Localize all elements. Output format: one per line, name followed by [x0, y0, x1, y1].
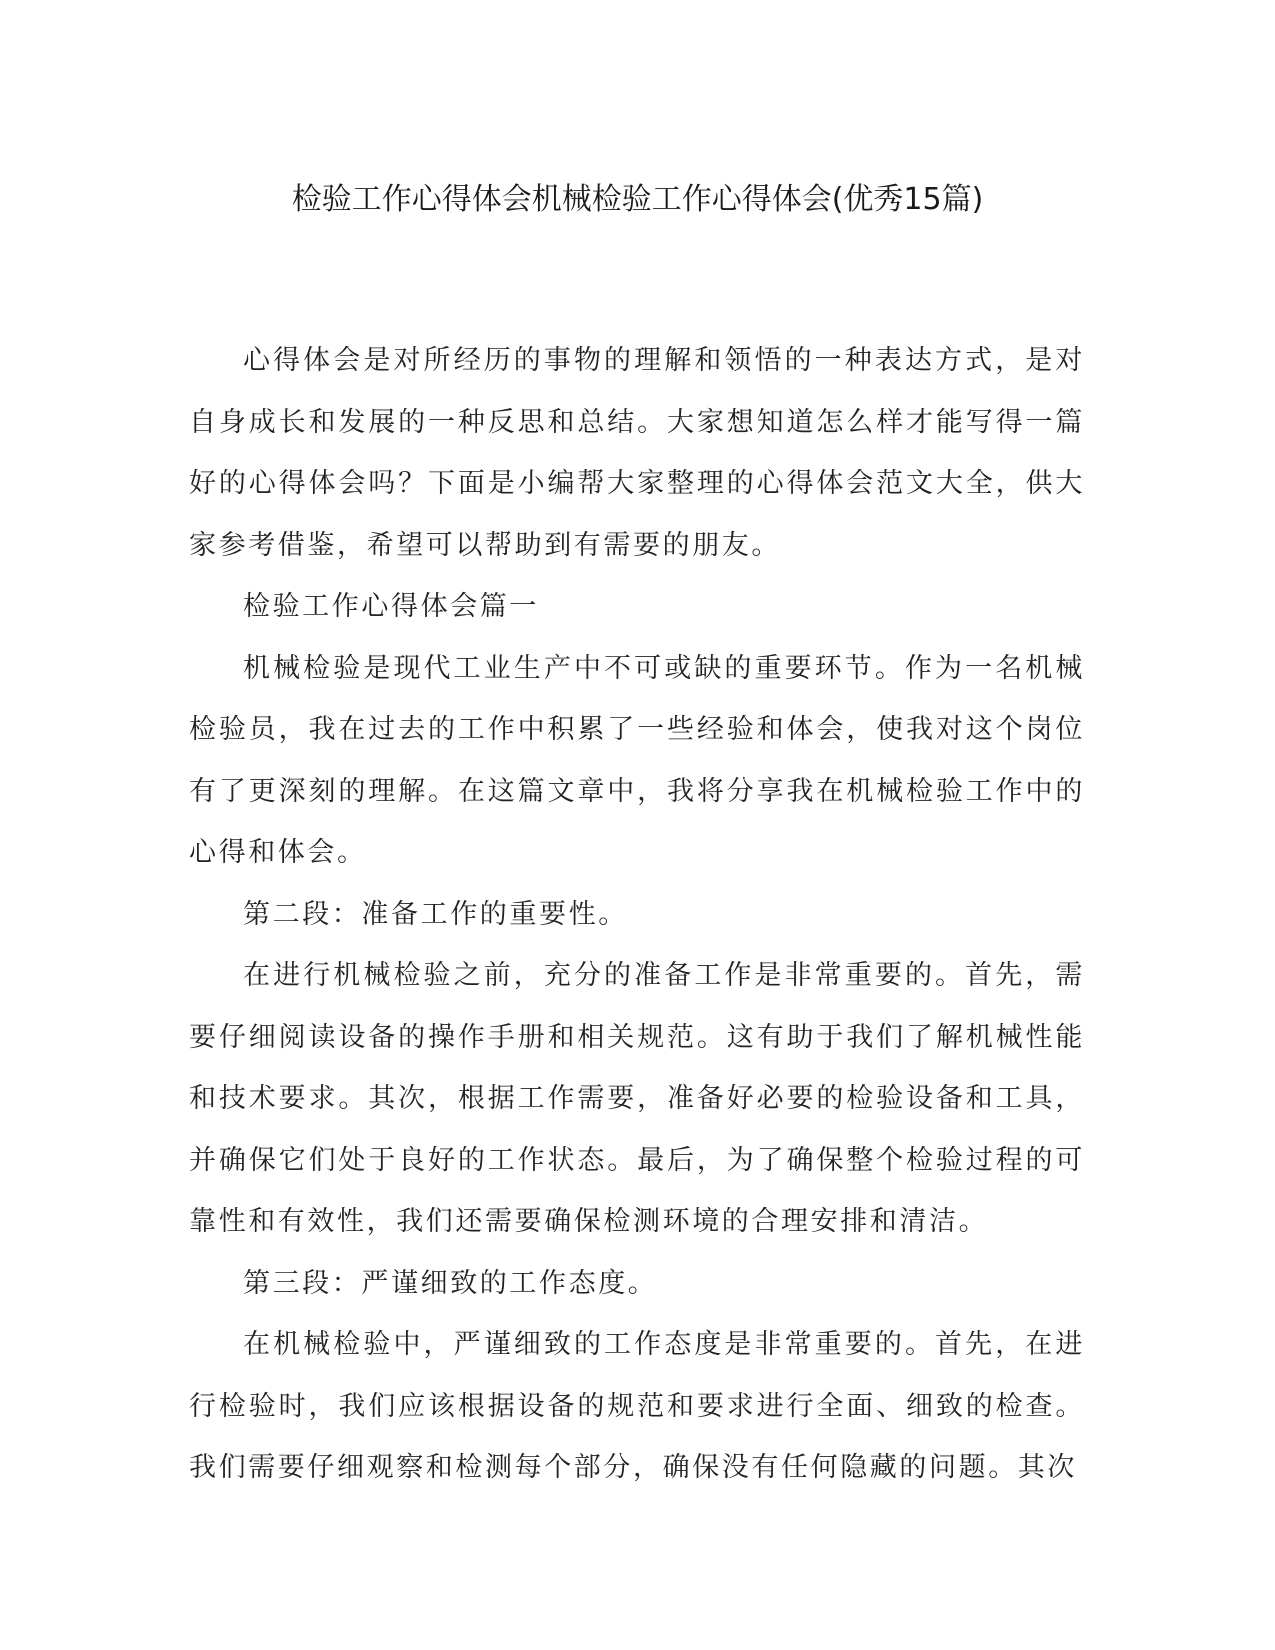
paragraph-part-one-intro: 机械检验是现代工业生产中不可或缺的重要环节。作为一名机械检验员，我在过去的工作中积累了一些经验和体会，使我对这个岗位有了更深刻的理解。在这篇文章中，我将分享我在机械检验工作中的心得和体会。: [189, 652, 1085, 868]
section-heading-second: 第二段：准备工作的重要性。: [243, 898, 628, 930]
section-heading-third: 第三段：严谨细致的工作态度。: [243, 1267, 658, 1299]
paragraph-intro: 心得体会是对所经历的事物的理解和领悟的一种表达方式，是对自身成长和发展的一种反思和总结。大家想知道怎么样才能写得一篇好的心得体会吗？下面是小编帮大家整理的心得体会范文大全，供大家参考借鉴，希望可以帮助到有需要的朋友。: [189, 345, 1085, 561]
document-body: [189, 330, 1085, 1499]
document-title: 检验工作心得体会机械检验工作心得体会(优秀15篇): [291, 182, 984, 217]
paragraph-attitude: 在机械检验中，严谨细致的工作态度是非常重要的。首先，在进行检验时，我们应该根据设备的规范和要求进行全面、细致的检查。我们需要仔细观察和检测每个部分，确保没有任何隐藏的问题。其次: [189, 1329, 1085, 1483]
paragraph-preparation: 在进行机械检验之前，充分的准备工作是非常重要的。首先，需要仔细阅读设备的操作手册和相关规范。这有助于我们了解机械性能和技术要求。其次，根据工作需要，准备好必要的检验设备和工具，并确保它们处于良好的工作状态。最后，为了确保整个检验过程的可靠性和有效性，我们还需要确保检测环境的合理安排和清洁。: [189, 960, 1085, 1237]
section-heading-part-one: 检验工作心得体会篇一: [243, 591, 539, 622]
